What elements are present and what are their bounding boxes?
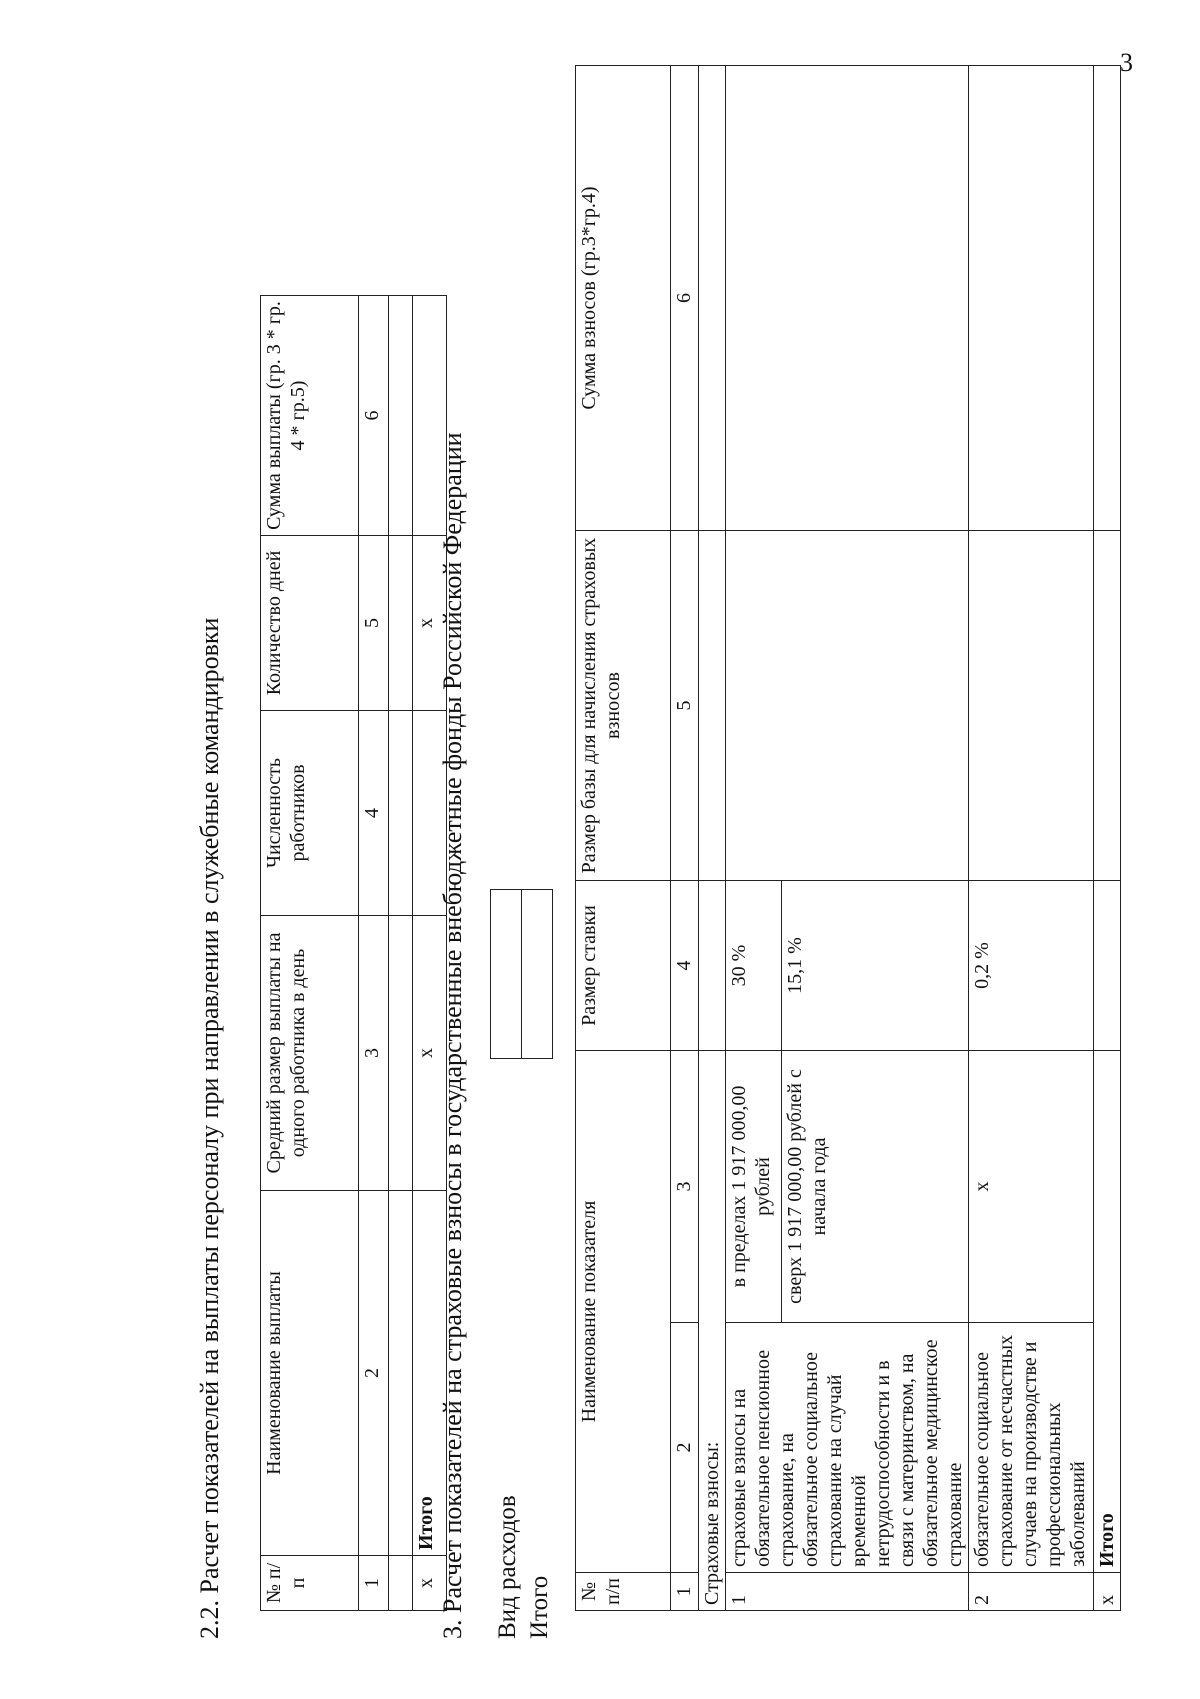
row1-rate2: 15,1 % [782,881,969,1051]
colnum-1: 1 [359,1556,389,1611]
empty-cell [389,536,413,711]
header-base: Размер базы для начисления страховых взносов [576,531,671,881]
colnum-1: 1 [671,1573,699,1611]
total-row [1094,66,1121,1611]
expense-type-label: Вид расходов [494,1495,521,1639]
colnum-4: 4 [359,711,389,916]
row1-sub1: в пределах 1 917 000,00 рублей [726,1051,782,1323]
total-num: х [413,1556,447,1611]
total-col3: х [413,916,447,1191]
page-number: 3 [1120,48,1133,77]
row2-name: обязательное социальное страхование от несчастных случаев на производстве и профессиональных заболеваний [969,1323,1094,1573]
total-label: Итого [1094,1051,1121,1573]
row1-rate1: 30 % [726,881,782,1051]
row1-base [726,531,969,881]
column-number-row [671,66,699,1611]
empty-cell [699,531,726,881]
empty-cell [699,881,726,1051]
empty-cell [1094,531,1121,881]
row2-base [969,531,1094,881]
total-label: Итого [413,1191,447,1556]
empty-cell [389,916,413,1191]
colnum-4: 4 [671,881,699,1051]
empty-row [389,296,413,1611]
row2-sum [969,66,1094,531]
insurance-table [575,65,1121,1611]
colnum-6: 6 [359,296,389,536]
colnum-3: 3 [671,1051,699,1323]
colnum-5: 5 [359,536,389,711]
colnum-6: 6 [671,66,699,531]
group-row [699,66,726,1611]
section-2-2-title: 2.2. Расчет показателей на выплаты персоналу при направлении в служебные командировки [195,617,224,1639]
row2-col3: х [969,1051,1094,1323]
header-sum: Сумма выплаты (гр. 3 * гр. 4 * гр.5) [261,296,359,536]
empty-cell [1094,881,1121,1051]
header-row [261,296,359,1611]
expense-type-box [490,889,553,1059]
expense-total-value [522,890,553,1059]
header-contributions: Сумма взносов (гр.3*гр.4) [576,66,671,531]
empty-cell [1094,66,1121,531]
row-1a [726,66,782,1611]
header-employees: Численность работников [261,711,359,916]
row-2 [969,66,1094,1611]
total-col5: х [413,536,447,711]
row1-num: 1 [726,1573,969,1611]
colnum-5: 5 [671,531,699,881]
business-trip-table [260,295,447,1611]
colnum-3: 3 [359,916,389,1191]
empty-cell [389,296,413,536]
header-indicator-name: Наименование показателя [576,1051,671,1573]
colnum-2: 2 [359,1191,389,1556]
header-num: № п/п [261,1556,359,1611]
header-payment-name: Наименование выплаты [261,1191,359,1556]
row2-rate: 0,2 % [969,881,1094,1051]
row1-name: страховые взносы на обязательное пенсионное страхование, на обязательное социальное страхование на случай временной нетрудоспособности и в связи с материнством, на обязательное медицинское страхование [726,1323,969,1573]
row2-num: 2 [969,1573,1094,1611]
header-rate: Размер ставки [576,881,671,1051]
column-number-row [359,296,389,1611]
colnum-2: 2 [671,1323,699,1573]
empty-cell [389,711,413,916]
row1-sum [726,66,969,531]
header-average-payment: Средний размер выплаты на одного работника в день [261,916,359,1191]
empty-cell [389,1556,413,1611]
total-num: х [1094,1573,1121,1611]
expense-type-value [491,890,522,1059]
header-num: № п/п [576,1573,671,1611]
group-label: Страховые взносы: [699,1051,726,1611]
row1-sub2: сверх 1 917 000,00 рублей с начала года [782,1051,969,1323]
header-days: Количество дней [261,536,359,711]
empty-cell [699,66,726,531]
header-row [576,66,671,1611]
empty-cell [389,1191,413,1556]
section-3-title: 3. Расчет показателей на страховые взносы в государственные внебюджетные фонды Российской Федерации [438,432,467,1639]
total-label-outside: Итого [526,1575,553,1639]
